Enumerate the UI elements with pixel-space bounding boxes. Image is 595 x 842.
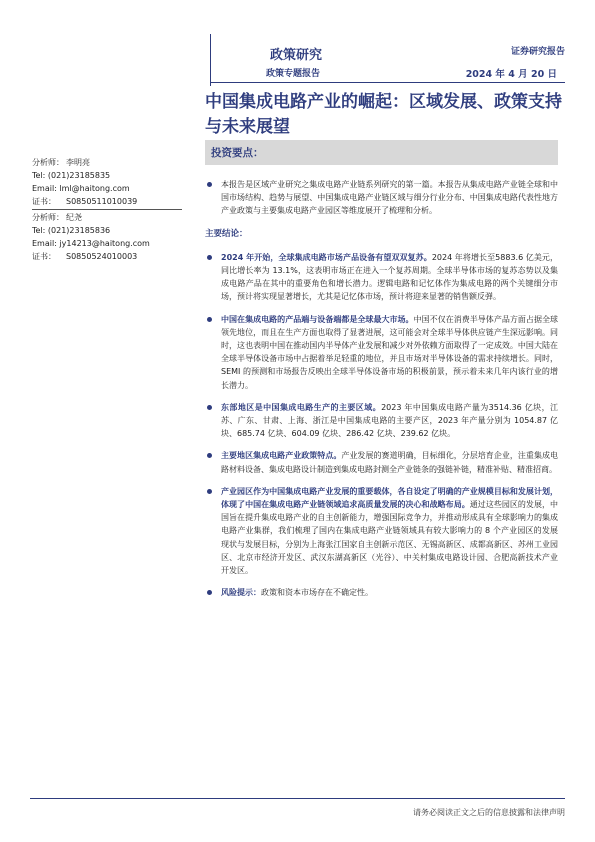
conclusion-lead: 2024 年开始，全球集成电路市场产品设备有望双双复苏。: [221, 252, 432, 262]
conclusion-lead: 产业园区作为中国集成电路产业发展的重要载体，各自设定了明确的产业规模目标和发展计划，体现了中国在集成电路产业链领域追求高质量发展的决心和战略布局。: [221, 486, 558, 510]
conclusion-text: 产业发展的赛道明确，目标细化，分层培育企业，注重集成电路材料设备、集成电路设计制造到集成电路封测全产业链条的强链补链，精准补贴、精准招商。: [221, 451, 559, 474]
conclusion-text: 通过这些园区的发展，中国旨在提升集成电路产业的自主创新能力，增强国际竞争力，并推动形成具有全球影响力的集成电路产业集群，我们梳理了国内在集成电路产业链领域具有较大影响力的 8 个产业园区的发展现状与发展目标，分别为上海张江国家自主创新示范区、无锡高新区、成都高新区、苏州工业园区、北京市经济开发区、武汉东湖高新区（光谷）、中关村集成电路设计园、合肥高新技术产业开发区。: [221, 500, 559, 576]
analyst-1-name-row: [32, 156, 182, 169]
investment-highlights-banner: [205, 140, 558, 165]
bullet-icon: [207, 590, 212, 595]
header-rule: [210, 82, 565, 83]
conclusion-item: [205, 485, 558, 577]
footer-rule: [30, 798, 565, 799]
bullet-icon: [207, 182, 212, 187]
bullet-icon: [207, 489, 212, 494]
intro-text: 本报告是区域产业研究之集成电路产业链系列研究的第一篇。本报告从集成电路产业链全球和中国市场结构、趋势与展望、中国集成电路产业链区域与细分行业分布、中国集成电路代表性地方产业政策与主要集成电路产业园区等维度展开了梳理和分析。: [221, 180, 558, 216]
analyst-2-email[interactable]: Email: jy14213@haitong.com: [32, 239, 150, 248]
conclusion-lead: 中国在集成电路的产品端与设备端都是全球最大市场。: [221, 314, 414, 324]
analyst-2-name-row: [32, 211, 182, 224]
risk-item: [205, 586, 558, 599]
header-date: 2024 年 4 月 20 日: [465, 69, 557, 80]
analyst-panel: [32, 156, 182, 263]
report-title: 中国集成电路产业的崛起：区域发展、政策支持与未来展望: [205, 92, 562, 137]
cert-number: S0850524010003: [66, 252, 138, 261]
risk-text: 政策和资本市场存在不确定性。: [261, 588, 373, 598]
analyst-1-cert-row: [32, 195, 182, 208]
report-body: [205, 178, 558, 599]
cert-number: S0850511010039: [66, 197, 138, 206]
analyst-name: 纪尧: [66, 213, 82, 222]
bullet-icon: [207, 255, 212, 260]
analyst-1-tel: Tel: (021)23185835: [32, 171, 111, 180]
conclusion-lead: 主要地区集成电路产业政策特点。: [221, 451, 342, 461]
bullet-icon: [207, 453, 212, 458]
header-report-type: 证券研究报告: [510, 47, 565, 57]
intro-paragraph: [205, 178, 558, 218]
analyst-role: 分析师：: [32, 213, 64, 222]
analyst-role: 分析师：: [32, 158, 64, 167]
header-vertical-rule: [210, 34, 211, 86]
analyst-2-cert-row: [32, 250, 182, 263]
bullet-icon: [207, 405, 212, 410]
cert-label: 证书：: [32, 197, 56, 206]
conclusion-item: [205, 449, 558, 475]
conclusion-item: [205, 313, 558, 392]
footer-disclaimer: 请务必阅读正文之后的信息披露和法律声明: [413, 808, 565, 817]
header-subtitle: 政策专题报告: [266, 69, 321, 79]
conclusions-title: 主要结论：: [205, 228, 248, 239]
conclusion-text: 2024 年将增长至5883.6 亿美元，同比增长率为 13.1%，这表明市场正在进入一个复苏周期。全球半导体市场的复苏态势以及集成电路产品在其中的重要角色和增长潜力。逻辑电路和记忆体作为集成电路的两个关键细分市场，预计将实现显著增长，尤其是记忆体市场，预计将迎来显著的销售额反弹。: [221, 252, 559, 302]
analyst-name: 李明亮: [66, 158, 90, 167]
header-title: 政策研究: [270, 48, 323, 63]
conclusion-item: [205, 251, 558, 304]
analyst-divider: [32, 209, 182, 210]
analyst-1-email[interactable]: Email: lml@haitong.com: [32, 184, 130, 193]
analyst-2-tel: Tel: (021)23185836: [32, 226, 111, 235]
investment-highlights-title: 投资要点：: [211, 147, 264, 159]
conclusion-item: [205, 401, 558, 441]
conclusion-text: 2023 年中国集成电路产量为3514.36 亿块，江苏、广东、甘肃、上海、浙江是中国集成电路的主要产区，2023 年产量分别为 1054.87 亿块、685.74 亿块、604.09 亿块、286.42 亿块、239.62 亿块。: [221, 402, 559, 439]
conclusion-text: 中国不仅在消费半导体产品方面占据全球领先地位，而且在生产方面也取得了显著进展，这可能会对全球半导体供应链产生深远影响。同时，这也表明中国在推动国内半导体产业发展和减少对外依赖方面取得了一定成效。中国大陆在全球半导体设备市场中占据着举足轻重的地位，并且市场对半导体设备的需求持续增长。同时，SEMI 的预测和市场报告反映出全球半导体设备市场的积极前景，预示着未来几年内该行业的增长潜力。: [221, 314, 559, 390]
conclusion-lead: 东部地区是中国集成电路生产的主要区域。: [221, 402, 382, 412]
bullet-icon: [207, 317, 212, 322]
cert-label: 证书：: [32, 252, 56, 261]
risk-label: 风险提示：: [221, 588, 261, 598]
